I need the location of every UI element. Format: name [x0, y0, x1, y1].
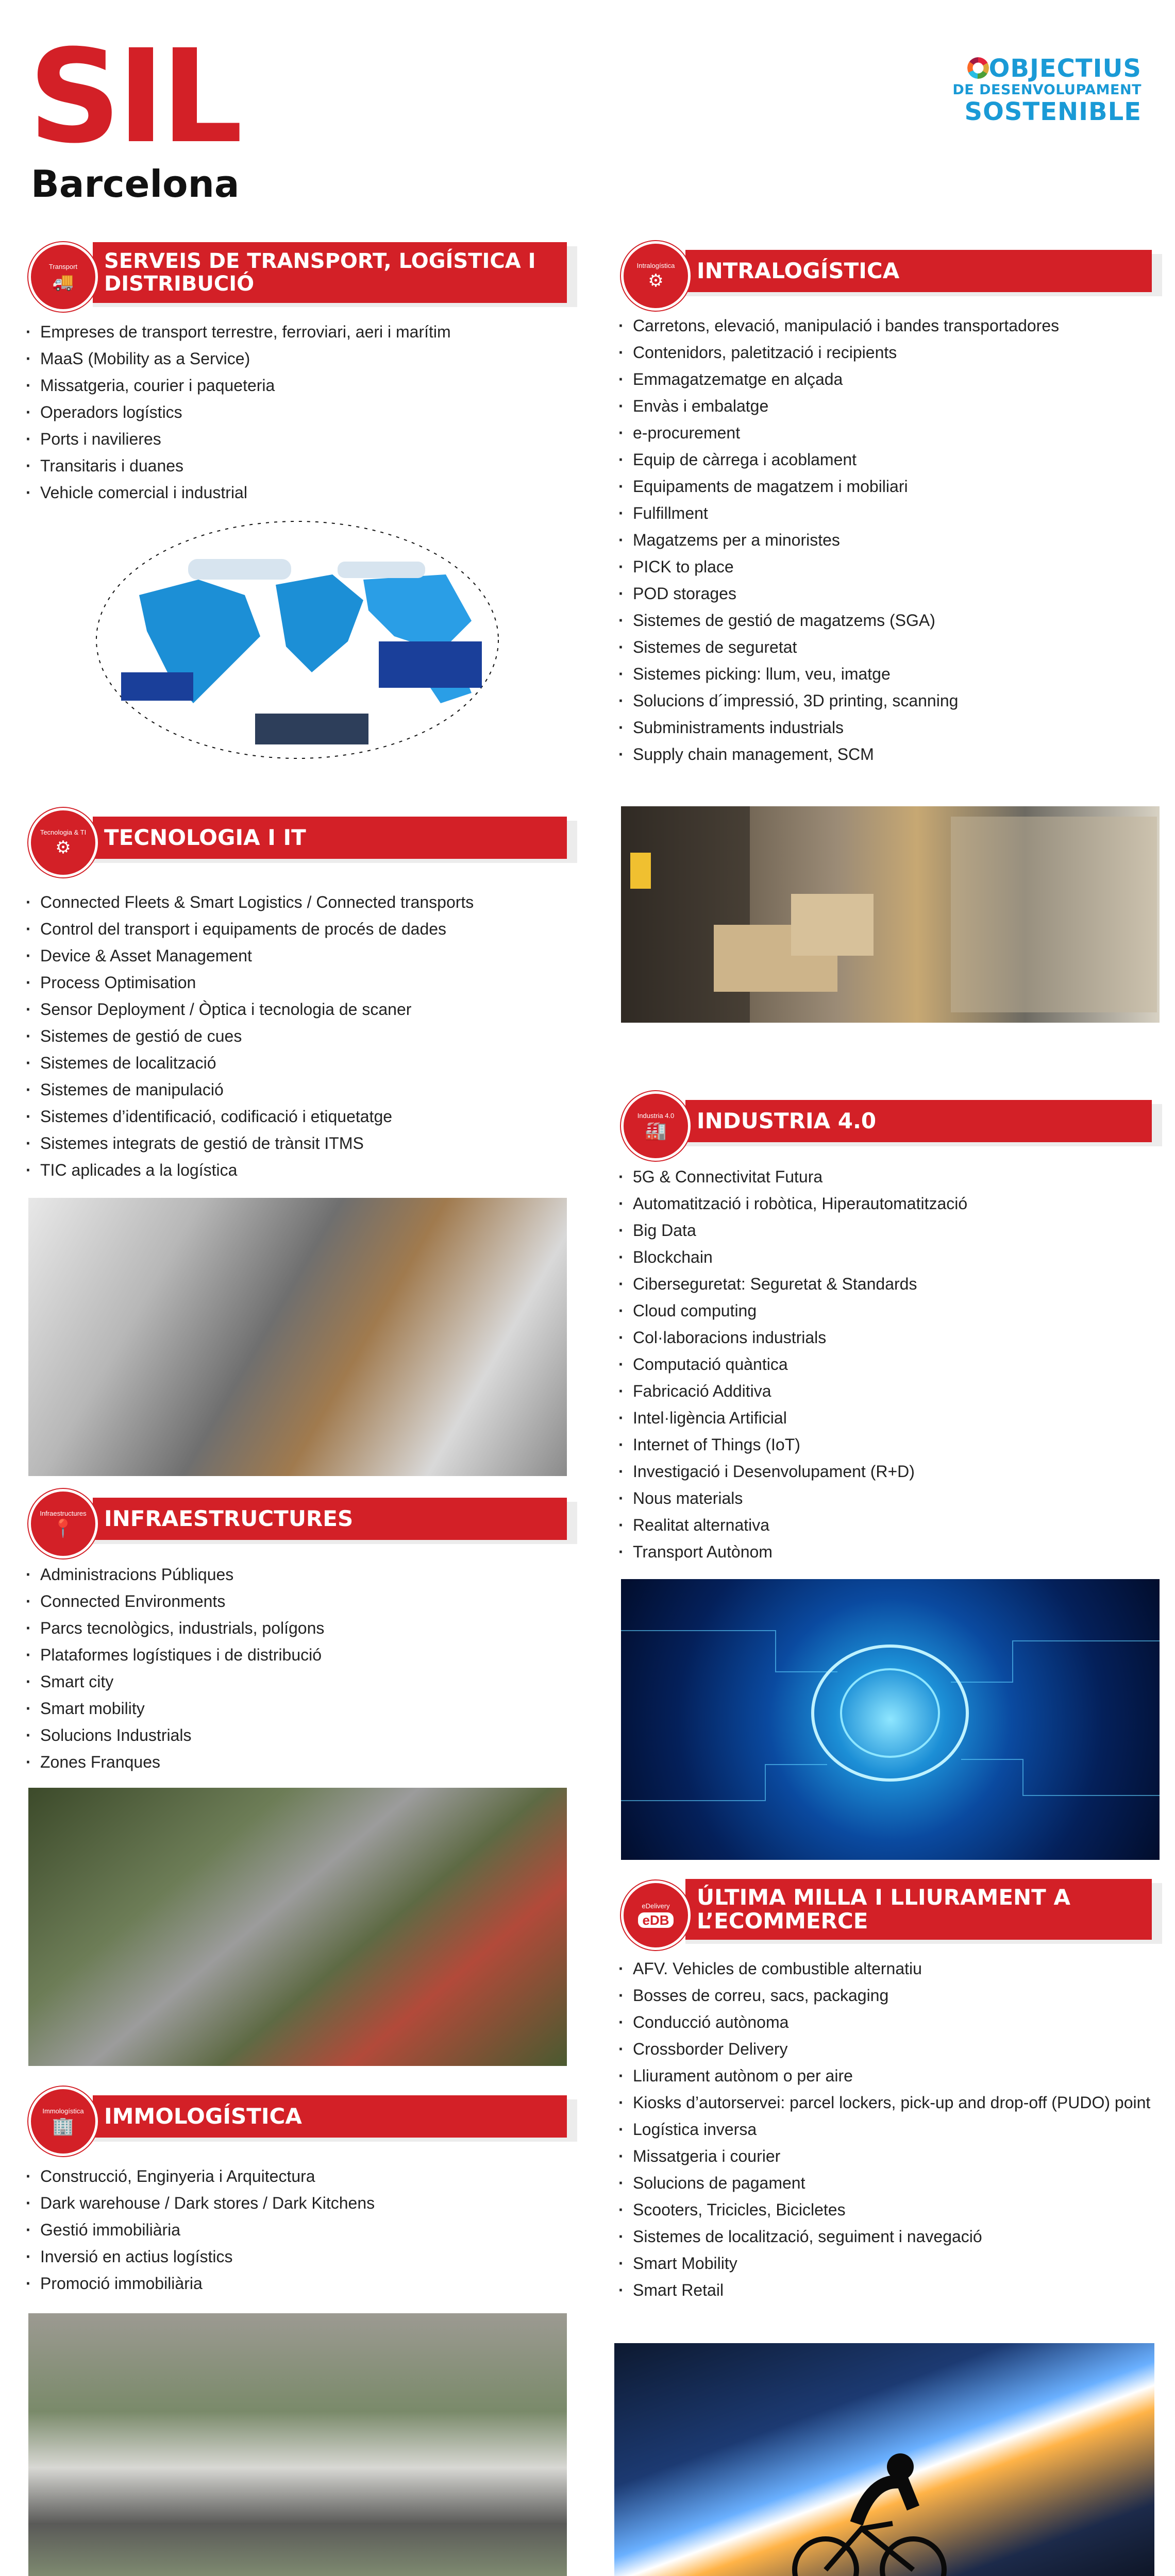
industria-list-item: · Investigació i Desenvolupament (R+D)	[618, 1458, 1160, 1485]
intralogistica-list-item: · Fulfillment	[618, 500, 1160, 527]
intralogistica-list-item: · e-procurement	[618, 419, 1160, 446]
map-pin-icon: 📍	[52, 1518, 74, 1538]
transport-badge: Transport 🚚	[28, 242, 98, 312]
ultima-list-item: · Kiosks d’autorservei: parcel lockers, pick-up and drop-off (PUDO) point	[618, 2089, 1160, 2116]
ultima-list-item: · Smart Mobility	[618, 2250, 1160, 2277]
tecnologia-list	[26, 889, 567, 1183]
tecnologia-title: TECNOLOGIA I IT	[93, 817, 567, 859]
intralogistica-list-item: · Magatzems per a minoristes	[618, 527, 1160, 553]
immo-list	[26, 2163, 567, 2297]
aerial-photo	[28, 2313, 567, 2576]
intralogistica-title: INTRALOGÍSTICA	[685, 250, 1152, 292]
transport-list-item: · MaaS (Mobility as a Service)	[26, 345, 567, 372]
ultima-list-item: · Crossborder Delivery	[618, 2036, 1160, 2062]
tecnologia-list-item: · Process Optimisation	[26, 969, 567, 996]
tecnologia-list-item: · Connected Fleets & Smart Logistics / Connected transports	[26, 889, 567, 916]
intralogistica-list	[618, 312, 1160, 768]
industria-list-item: · 5G & Connectivitat Futura	[618, 1163, 1160, 1190]
intralogistica-list-item: · PICK to place	[618, 553, 1160, 580]
factory-icon: 🏭	[645, 1121, 667, 1141]
tecnologia-list-item: · TIC aplicades a la logística	[26, 1157, 567, 1183]
forklift-icon: ⚙	[648, 270, 664, 291]
ods-line2: DE DESENVOLUPAMENT	[952, 82, 1142, 98]
intralogistica-list-item: · Sistemes de gestió de magatzems (SGA)	[618, 607, 1160, 634]
world-map-photo	[90, 518, 505, 762]
industria-list-item: · Fabricació Additiva	[618, 1378, 1160, 1404]
tecnologia-list-item: · Sensor Deployment / Òptica i tecnologia de scaner	[26, 996, 567, 1023]
tecnologia-list-item: · Sistemes de gestió de cues	[26, 1023, 567, 1049]
ultima-list-item: · AFV. Vehicles de combustible alternatiu	[618, 1955, 1160, 1982]
tecnologia-list-item: · Control del transport i equipaments de procés de dades	[26, 916, 567, 942]
industria-list-item: · Internet of Things (IoT)	[618, 1431, 1160, 1458]
infra-list-item: · Solucions Industrials	[26, 1722, 567, 1749]
ultima-list-item: · Scooters, Tricicles, Bicicletes	[618, 2196, 1160, 2223]
industria-list-item: · Col·laboracions industrials	[618, 1324, 1160, 1351]
ultima-list-item: · Smart Retail	[618, 2277, 1160, 2303]
industria-list-item: · Big Data	[618, 1217, 1160, 1244]
intralogistica-badge: Intralogística ⚙	[621, 241, 691, 311]
ai-brain-photo	[621, 1579, 1160, 1860]
edb-icon: eDB	[638, 1912, 673, 1928]
transport-list-item: · Transitaris i duanes	[26, 452, 567, 479]
industria-list-item: · Blockchain	[618, 1244, 1160, 1270]
industria-list-item: · Nous materials	[618, 1485, 1160, 1512]
tecnologia-list-item: · Sistemes de localització	[26, 1049, 567, 1076]
cyclist-photo	[614, 2343, 1154, 2576]
gear-icon: ⚙	[55, 837, 71, 857]
immo-list-item: · Promoció immobiliària	[26, 2270, 567, 2297]
ultima-list-item: · Solucions de pagament	[618, 2170, 1160, 2196]
immo-title: IMMOLOGÍSTICA	[93, 2095, 567, 2138]
highway-photo	[28, 1788, 567, 2066]
truck-icon: 🚚	[52, 272, 74, 292]
immo-list-item: · Gestió immobiliària	[26, 2216, 567, 2243]
ods-ring-icon	[967, 57, 989, 79]
city-name: Barcelona	[31, 162, 240, 206]
intralogistica-list-item: · Equip de càrrega i acoblament	[618, 446, 1160, 473]
intralogistica-list-item: · Equipaments de magatzem i mobiliari	[618, 473, 1160, 500]
intralogistica-list-item: · Sistemes de seguretat	[618, 634, 1160, 660]
tecnologia-list-item: · Sistemes de manipulació	[26, 1076, 567, 1103]
infra-list-item: · Administracions Públiques	[26, 1561, 567, 1588]
industria-title: INDUSTRIA 4.0	[685, 1100, 1152, 1142]
warehouse-photo	[621, 806, 1160, 1023]
intralogistica-list-item: · Envàs i embalatge	[618, 393, 1160, 419]
transport-list-item: · Operadors logístics	[26, 399, 567, 426]
infra-list-item: · Connected Environments	[26, 1588, 567, 1615]
sil-logo: SIL	[28, 22, 239, 172]
infra-list-item: · Zones Franques	[26, 1749, 567, 1775]
industria-list-item: · Computació quàntica	[618, 1351, 1160, 1378]
immo-list-item: · Dark warehouse / Dark stores / Dark Kitchens	[26, 2190, 567, 2216]
intralogistica-list-item: · Contenidors, paletització i recipients	[618, 339, 1160, 366]
transport-list-item: · Empreses de transport terrestre, ferroviari, aeri i marítim	[26, 318, 567, 345]
robots-photo	[28, 1198, 567, 1476]
infra-list	[26, 1561, 567, 1775]
transport-list-item: · Missatgeria, courier i paqueteria	[26, 372, 567, 399]
transport-list-item: · Vehicle comercial i industrial	[26, 479, 567, 506]
tecnologia-list-item: · Device & Asset Management	[26, 942, 567, 969]
tecnologia-badge: Tecnologia & TI ⚙	[28, 808, 98, 877]
ultima-list-item: · Missatgeria i courier	[618, 2143, 1160, 2170]
transport-title: SERVEIS DE TRANSPORT, LOGÍSTICA I DISTRIBUCIÓ	[93, 242, 567, 303]
infra-list-item: · Smart mobility	[26, 1695, 567, 1722]
ultima-list	[618, 1955, 1160, 2303]
ultima-list-item: · Bosses de correu, sacs, packaging	[618, 1982, 1160, 2009]
immo-badge: Immologística 🏢	[28, 2087, 98, 2156]
infra-title: INFRAESTRUCTURES	[93, 1498, 567, 1540]
intralogistica-list-item: · POD storages	[618, 580, 1160, 607]
ultima-list-item: · Conducció autònoma	[618, 2009, 1160, 2036]
ultima-list-item: · Lliurament autònom o per aire	[618, 2062, 1160, 2089]
industria-list-item: · Transport Autònom	[618, 1538, 1160, 1565]
ods-line1: OBJECTIUS	[988, 54, 1142, 83]
industria-badge: Industria 4.0 🏭	[621, 1091, 691, 1161]
infra-badge: Infraestructures 📍	[28, 1489, 98, 1558]
building-icon: 🏢	[52, 2116, 74, 2136]
infra-list-item: · Parcs tecnològics, industrials, polígons	[26, 1615, 567, 1641]
tecnologia-list-item: · Sistemes integrats de gestió de trànsit ITMS	[26, 1130, 567, 1157]
industria-list-item: · Automatització i robòtica, Hiperautomatització	[618, 1190, 1160, 1217]
immo-list-item: · Inversió en actius logístics	[26, 2243, 567, 2270]
industria-list-item: · Ciberseguretat: Seguretat & Standards	[618, 1270, 1160, 1297]
intralogistica-list-item: · Sistemes picking: llum, veu, imatge	[618, 660, 1160, 687]
ultima-badge: eDelivery eDB	[621, 1880, 691, 1950]
transport-list-item: · Ports i navilieres	[26, 426, 567, 452]
industria-list-item: · Intel·ligència Artificial	[618, 1404, 1160, 1431]
industria-list-item: · Realitat alternativa	[618, 1512, 1160, 1538]
industria-list-item: · Cloud computing	[618, 1297, 1160, 1324]
tecnologia-list-item: · Sistemes d’identificació, codificació i etiquetatge	[26, 1103, 567, 1130]
intralogistica-list-item: · Emmagatzematge en alçada	[618, 366, 1160, 393]
industria-list	[618, 1163, 1160, 1565]
ods-line3: SOSTENIBLE	[964, 97, 1142, 127]
infra-list-item: · Plataformes logístiques i de distribució	[26, 1641, 567, 1668]
ultima-list-item: · Sistemes de localització, seguiment i navegació	[618, 2223, 1160, 2250]
ultima-title: ÚLTIMA MILLA I LLIURAMENT A L’ECOMMERCE	[685, 1879, 1152, 1940]
transport-list	[26, 318, 567, 506]
infra-list-item: · Smart city	[26, 1668, 567, 1695]
ultima-list-item: · Logística inversa	[618, 2116, 1160, 2143]
intralogistica-list-item: · Solucions d´impressió, 3D printing, scanning	[618, 687, 1160, 714]
intralogistica-list-item: · Supply chain management, SCM	[618, 741, 1160, 768]
immo-list-item: · Construcció, Enginyeria i Arquitectura	[26, 2163, 567, 2190]
ods-logo	[952, 54, 1142, 126]
intralogistica-list-item: · Subministraments industrials	[618, 714, 1160, 741]
intralogistica-list-item: · Carretons, elevació, manipulació i bandes transportadores	[618, 312, 1160, 339]
